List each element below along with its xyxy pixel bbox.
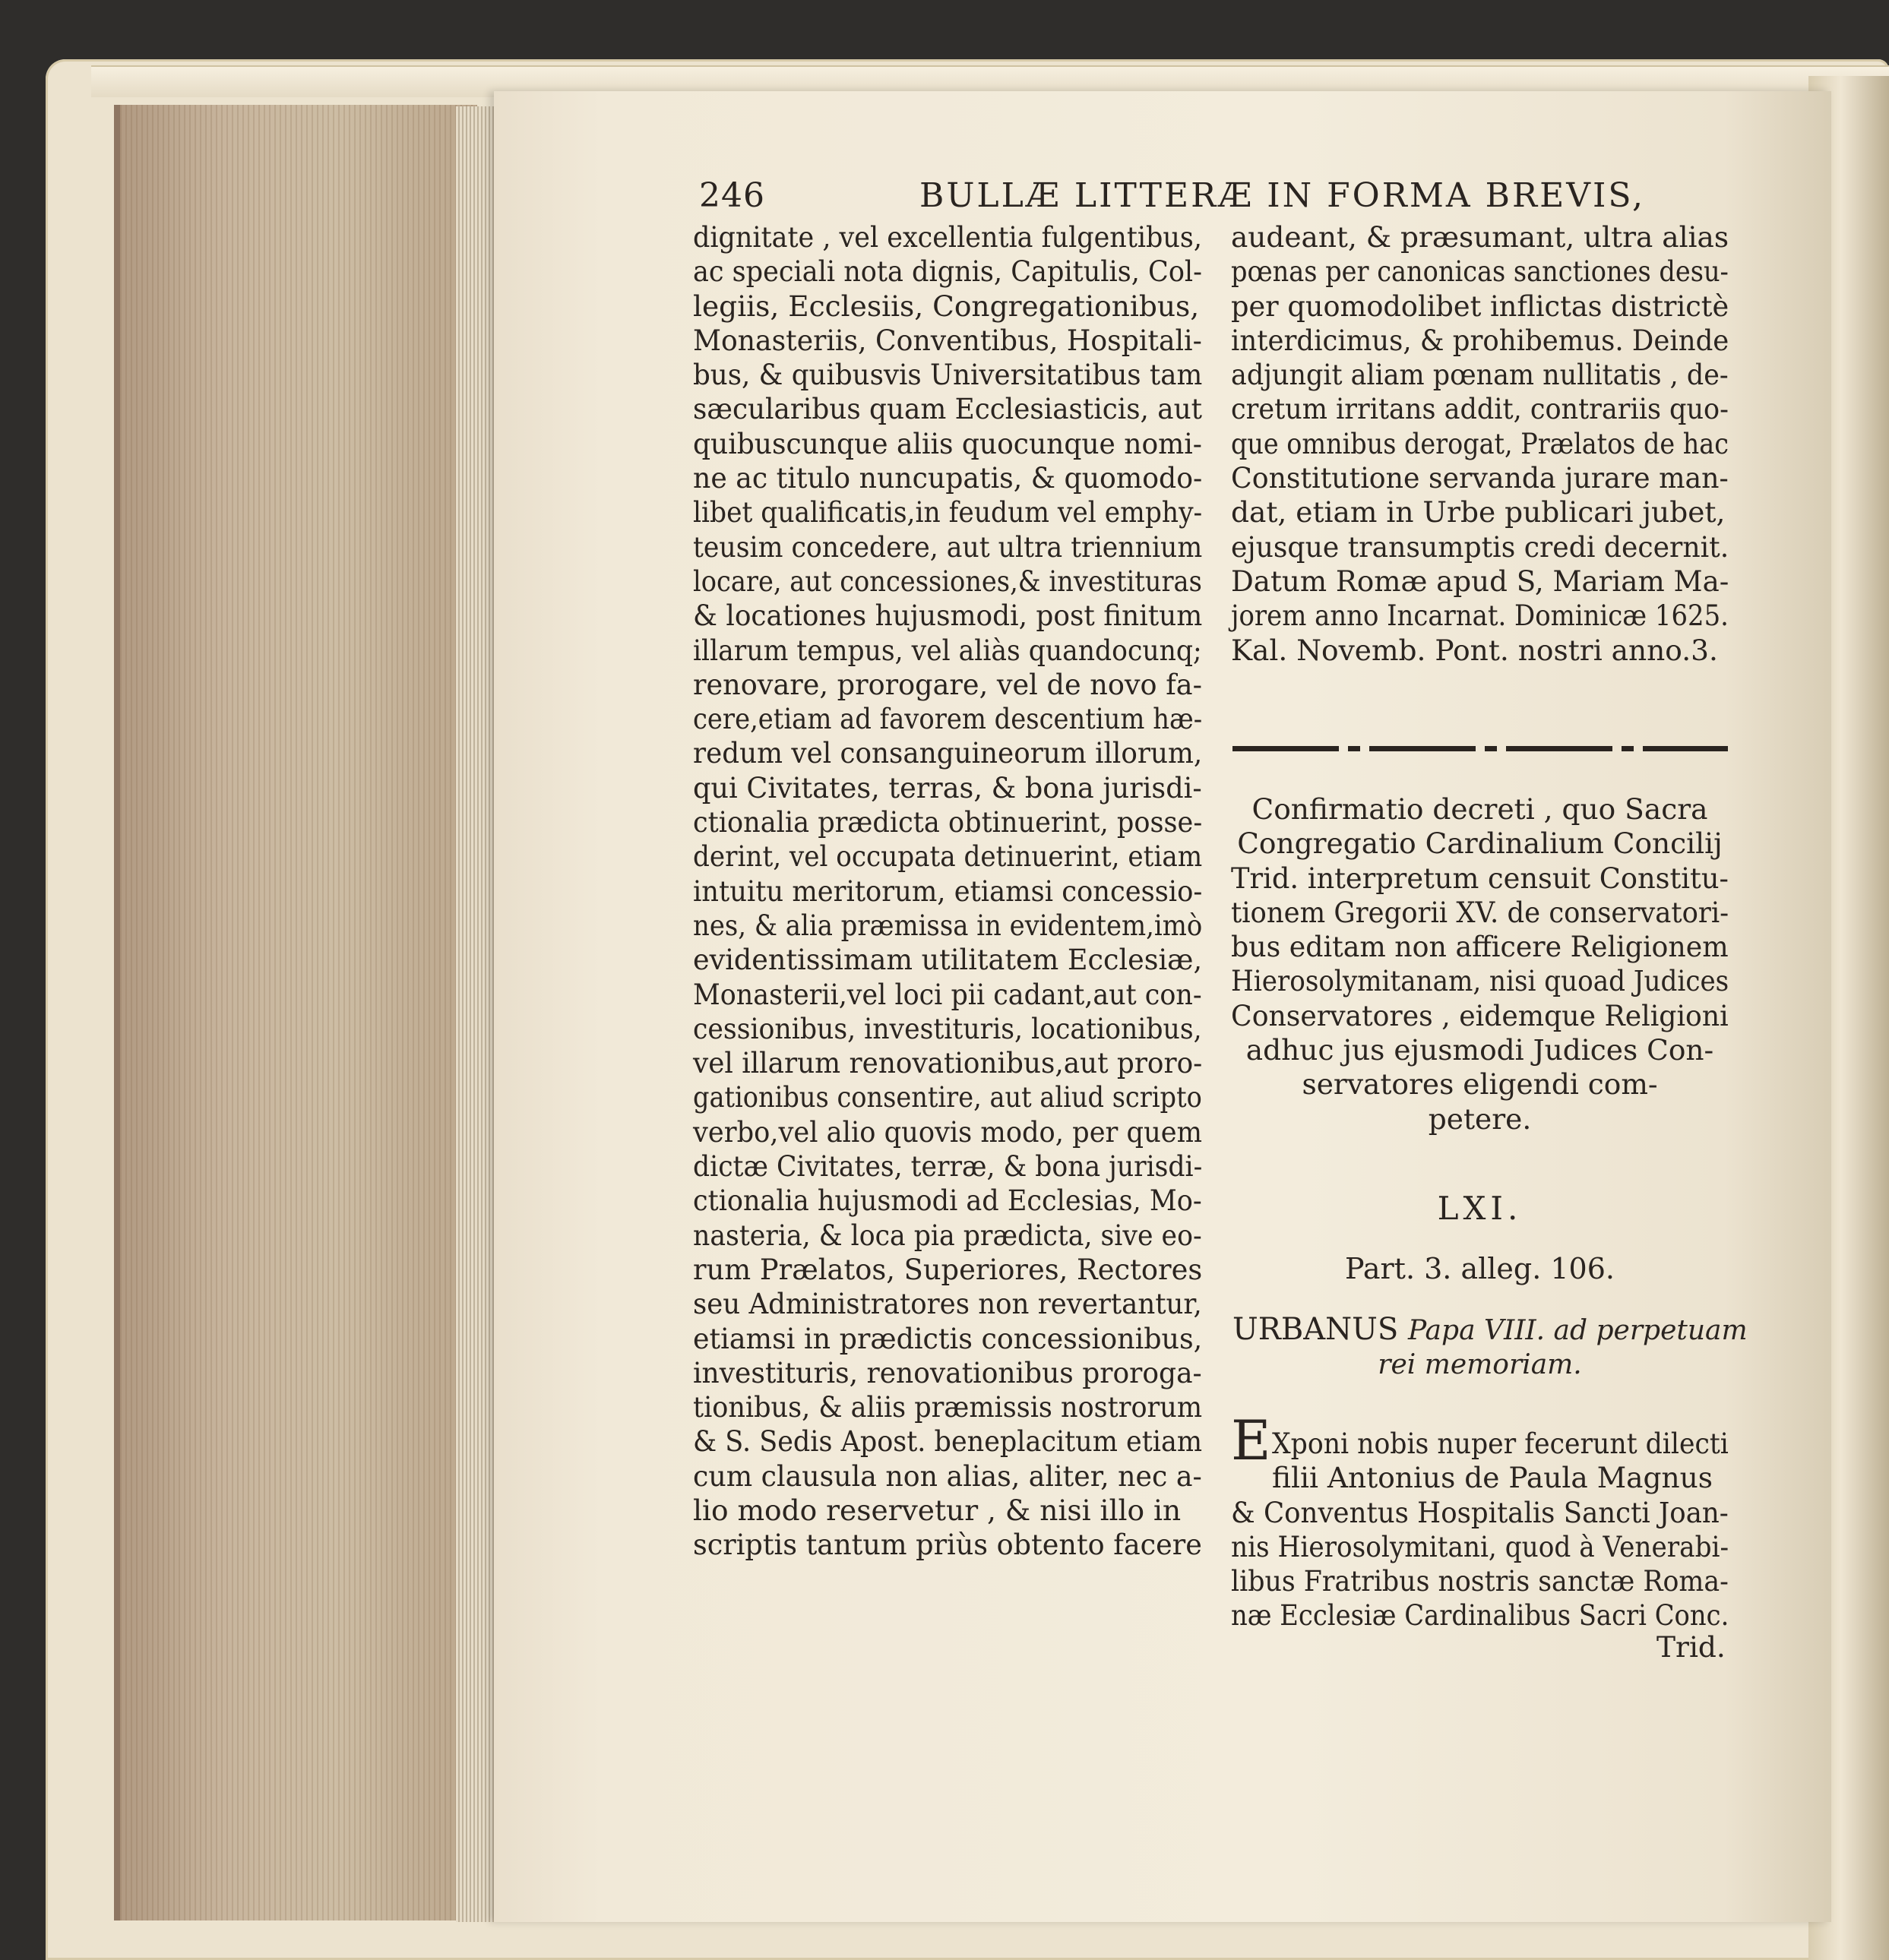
left-column-line: quibuscunque aliis quocunque nomi- bbox=[693, 426, 1202, 460]
left-column-line: nasteria, & loca pia prædicta, sive eo- bbox=[693, 1218, 1202, 1252]
left-column-line: intuitu meritorum, etiamsi concessio- bbox=[693, 874, 1203, 908]
right-text-column-top bbox=[1231, 220, 1729, 668]
section-divider-rule bbox=[1232, 746, 1728, 751]
page-block-fore-edge bbox=[114, 105, 477, 1920]
right-column-line: interdicimus, & prohibemus. Deinde bbox=[1231, 323, 1729, 357]
summary-line: Hierosolymitanam, nisi quoad Judices bbox=[1231, 964, 1729, 998]
left-column-line: & locationes hujusmodi, post finitum bbox=[693, 599, 1203, 633]
left-column-line: cum clausula non alias, aliter, nec a- bbox=[693, 1459, 1202, 1493]
left-column-line: verbo,vel alio quovis modo, per quem bbox=[693, 1114, 1203, 1149]
drop-cap: E bbox=[1231, 1408, 1271, 1472]
left-column-line: lio modo reservetur , & nisi illo in bbox=[693, 1493, 1182, 1527]
right-column-line: ejusque transumptis credi decernit. bbox=[1231, 530, 1729, 564]
left-column-line: ac speciali nota dignis, Capitulis, Col- bbox=[693, 254, 1203, 289]
summary-line: Congregatio Cardinalium Concilij bbox=[1237, 827, 1723, 861]
catchword: Trid. bbox=[1656, 1630, 1726, 1664]
left-column-line: derint, vel occupata detinuerint, etiam bbox=[693, 839, 1203, 874]
right-column-bottom-line: Xponi nobis nuper fecerunt dilecti bbox=[1272, 1427, 1729, 1460]
page-number: 246 bbox=[699, 176, 765, 215]
left-column-line: nes, & alia præmissa in evidentem,imò bbox=[693, 908, 1203, 942]
right-column-line: audeant, & præsumant, ultra alias bbox=[1231, 220, 1729, 254]
running-head: BULLÆ LITTERÆ IN FORMA BREVIS, bbox=[919, 176, 1645, 215]
right-column-line: adjungit aliam pœnam nullitatis , de- bbox=[1231, 358, 1729, 392]
left-column-line: rum Prælatos, Superiores, Rectores bbox=[693, 1252, 1203, 1286]
left-text-column bbox=[693, 220, 1202, 1563]
right-column-bottom-line: næ Ecclesiæ Cardinalibus Sacri Conc. bbox=[1231, 1598, 1729, 1633]
left-column-line: bus, & quibusvis Universitatibus tam bbox=[693, 358, 1203, 392]
summary-line: Trid. interpretum censuit Constitu- bbox=[1231, 861, 1729, 895]
left-column-line: legiis, Ecclesiis, Congregationibus, bbox=[693, 289, 1200, 323]
left-column-line: Monasteriis, Conventibus, Hospitali- bbox=[693, 323, 1202, 357]
summary-line: petere. bbox=[1428, 1102, 1532, 1136]
left-column-line: investituris, renovationibus proroga- bbox=[693, 1355, 1202, 1389]
right-column-line: dat, etiam in Urbe publicari jubet, bbox=[1231, 495, 1726, 530]
right-column-line: cretum irritans addit, contrariis quo- bbox=[1231, 392, 1729, 426]
left-column-line: cere,etiam ad favorem descentium hæ- bbox=[693, 702, 1203, 736]
left-column-line: ne ac titulo nuncupatis, & quomodo- bbox=[693, 461, 1203, 495]
left-column-line: cessionibus, investituris, locationibus, bbox=[693, 1011, 1202, 1045]
right-column-bottom-line: libus Fratribus nostris sanctæ Roma- bbox=[1231, 1564, 1729, 1598]
pope-line bbox=[1232, 1312, 1748, 1347]
summary-line: servatores eligendi com- bbox=[1302, 1067, 1658, 1102]
left-column-line: illarum tempus, vel aliàs quandocunq; bbox=[693, 633, 1202, 667]
left-column-line: redum vel consanguineorum illorum, bbox=[693, 736, 1203, 770]
left-column-line: locare, aut concessiones,& investituras bbox=[693, 564, 1202, 598]
right-column-bottom-line: nis Hierosolymitani, quod à Venerabi- bbox=[1231, 1529, 1729, 1563]
summary-line: Conservatores , eidemque Religioni bbox=[1231, 998, 1729, 1032]
left-column-line: vel illarum renovationibus,aut proro- bbox=[693, 1046, 1203, 1080]
left-column-line: etiamsi in prædictis concessionibus, bbox=[693, 1321, 1203, 1355]
pope-line-continued: rei memoriam. bbox=[1378, 1349, 1582, 1380]
left-column-line: ctionalia prædicta obtinuerint, posse- bbox=[693, 805, 1203, 839]
right-column-line: Kal. Novemb. Pont. nostri anno.3. bbox=[1231, 633, 1718, 667]
right-column-bottom-line: & Conventus Hospitalis Sancti Joan- bbox=[1231, 1495, 1729, 1529]
page-stack-edge bbox=[456, 106, 494, 1922]
left-column-line: tionibus, & aliis præmissis nostrorum bbox=[693, 1390, 1203, 1424]
right-column-line: per quomodolibet inflictas districtè bbox=[1231, 289, 1729, 323]
left-column-line: Monasterii,vel loci pii cadant,aut con- bbox=[693, 977, 1202, 1011]
summary-line: Confirmatio decreti , quo Sacra bbox=[1251, 792, 1708, 826]
pope-title: Papa VIII. ad perpetuam bbox=[1407, 1315, 1748, 1346]
section-numeral: LXI. bbox=[1437, 1190, 1523, 1227]
left-column-line: ctionalia hujusmodi ad Ecclesias, Mo- bbox=[693, 1184, 1202, 1218]
right-column-bottom-line: filii Antonius de Paula Magnus bbox=[1272, 1461, 1713, 1495]
left-column-line: teusim concedere, aut ultra triennium bbox=[693, 530, 1203, 564]
left-column-line: scriptis tantum priùs obtento facere bbox=[693, 1528, 1202, 1562]
summary-heading bbox=[1231, 792, 1729, 1136]
right-column-line: Constitutione servanda jurare man- bbox=[1231, 461, 1729, 495]
left-column-line: dictæ Civitates, terræ, & bona jurisdi- bbox=[693, 1149, 1203, 1184]
right-text-column-bottom bbox=[1231, 1427, 1729, 1633]
left-column-line: qui Civitates, terras, & bona jurisdi- bbox=[693, 770, 1202, 805]
summary-line: adhuc jus ejusmodi Judices Con- bbox=[1245, 1033, 1714, 1067]
reference-line: Part. 3. alleg. 106. bbox=[1345, 1252, 1615, 1285]
right-column-line: pœnas per canonicas sanctiones desu- bbox=[1231, 254, 1729, 289]
pope-name: URBANUS bbox=[1232, 1312, 1399, 1347]
left-column-line: libet qualificatis,in feudum vel emphy- bbox=[693, 495, 1203, 530]
left-column-line: dignitate , vel excellentia fulgentibus, bbox=[693, 220, 1202, 254]
left-column-line: renovare, prorogare, vel de novo fa- bbox=[693, 667, 1202, 701]
left-column-line: gationibus consentire, aut aliud scripto bbox=[693, 1080, 1202, 1114]
left-column-line: sæcularibus quam Ecclesiasticis, aut bbox=[693, 392, 1203, 426]
summary-line: tionem Gregorii XV. de conservatori- bbox=[1231, 895, 1729, 929]
right-column-line: Datum Romæ apud S, Mariam Ma- bbox=[1231, 564, 1729, 598]
right-column-line: jorem anno Incarnat. Dominicæ 1625. bbox=[1231, 599, 1729, 633]
left-column-line: & S. Sedis Apost. beneplacitum etiam bbox=[693, 1424, 1203, 1459]
summary-line: bus editam non afficere Religionem bbox=[1231, 930, 1729, 964]
left-column-line: seu Administratores non revertantur, bbox=[693, 1287, 1202, 1321]
left-column-line: evidentissimam utilitatem Ecclesiæ, bbox=[693, 943, 1203, 977]
right-column-line: que omnibus derogat, Prælatos de hac bbox=[1231, 426, 1729, 460]
